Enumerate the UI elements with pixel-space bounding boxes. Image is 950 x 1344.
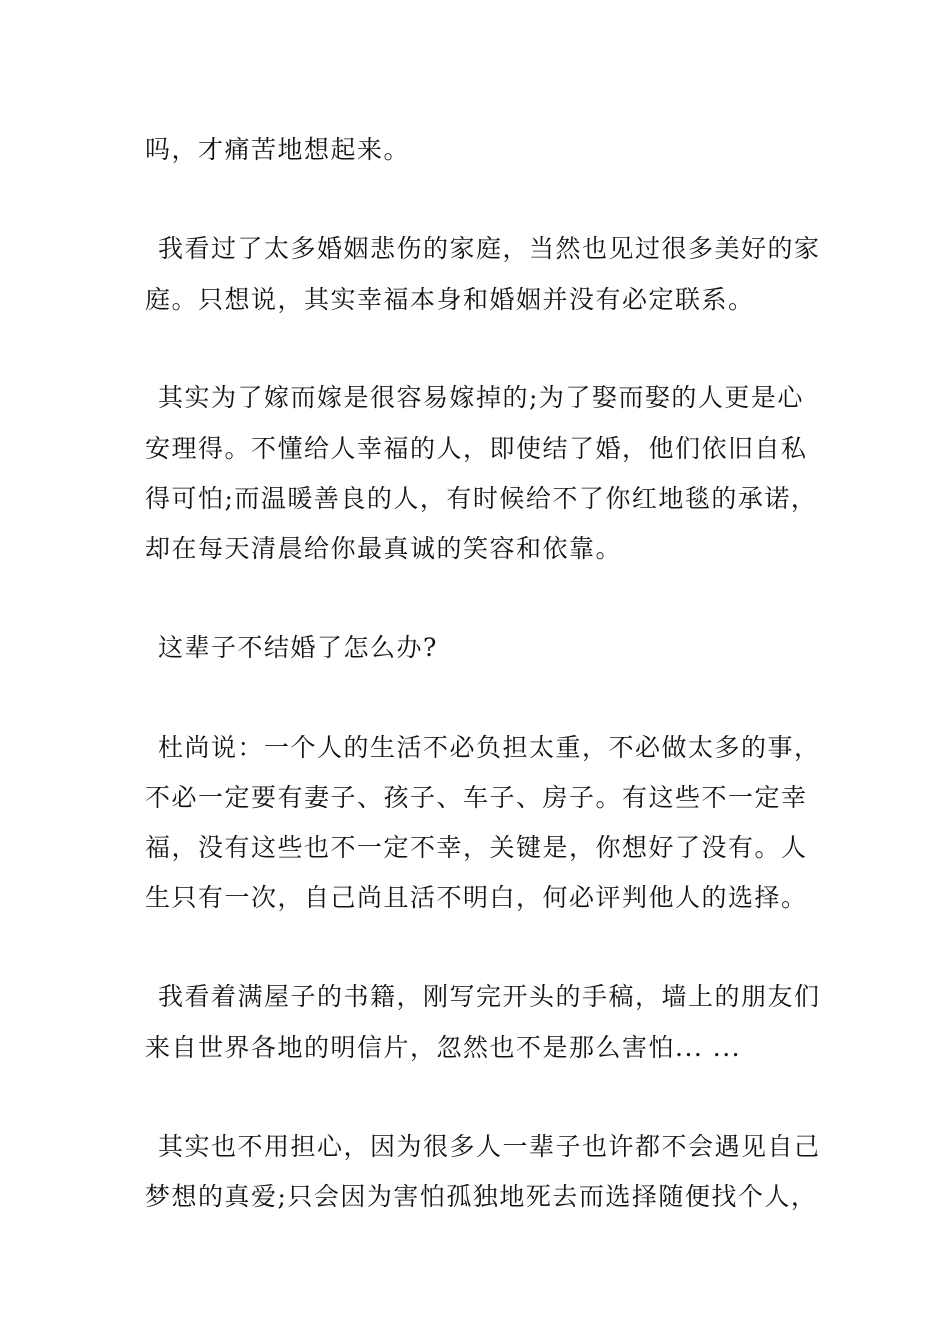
- paragraph-2-line-1: 我看过了太多婚姻悲伤的家庭，当然也见过很多美好的家: [158, 234, 821, 263]
- paragraph-5-line-3: 福，没有这些也不一定不幸，关键是，你想好了没有。人: [145, 833, 808, 862]
- paragraph-6-line-1: 我看着满屋子的书籍，刚写完开头的手稿，墙上的朋友们: [158, 982, 821, 1011]
- paragraph-3-line-1: 其实为了嫁而嫁是很容易嫁掉的;为了娶而娶的人更是心: [158, 383, 804, 412]
- paragraph-3-line-3: 得可怕;而温暖善良的人，有时候给不了你红地毯的承诺，: [145, 484, 818, 513]
- paragraph-5-line-4: 生只有一次，自己尚且活不明白，何必评判他人的选择。: [145, 883, 808, 912]
- paragraph-7-line-1: 其实也不用担心，因为很多人一辈子也许都不会遇见自己: [158, 1132, 821, 1161]
- paragraph-6-line-2: 来自世界各地的明信片，忽然也不是那么害怕... ...: [145, 1033, 742, 1062]
- paragraph-4-line-1: 这辈子不结婚了怎么办?: [158, 633, 438, 662]
- paragraph-2-line-2: 庭。只想说，其实幸福本身和婚姻并没有必定联系。: [145, 285, 755, 314]
- paragraph-5-line-1: 杜尚说：一个人的生活不必负担太重，不必做太多的事，: [158, 733, 821, 762]
- paragraph-3-line-4: 却在每天清晨给你最真诚的笑容和依靠。: [145, 534, 623, 563]
- paragraph-5-line-2: 不必一定要有妻子、孩子、车子、房子。有这些不一定幸: [145, 783, 808, 812]
- paragraph-7-line-2: 梦想的真爱;只会因为害怕孤独地死去而选择随便找个人，: [145, 1182, 818, 1211]
- paragraph-1-line-1: 吗，才痛苦地想起来。: [145, 135, 411, 164]
- paragraph-3-line-2: 安理得。不懂给人幸福的人，即使结了婚，他们依旧自私: [145, 434, 808, 463]
